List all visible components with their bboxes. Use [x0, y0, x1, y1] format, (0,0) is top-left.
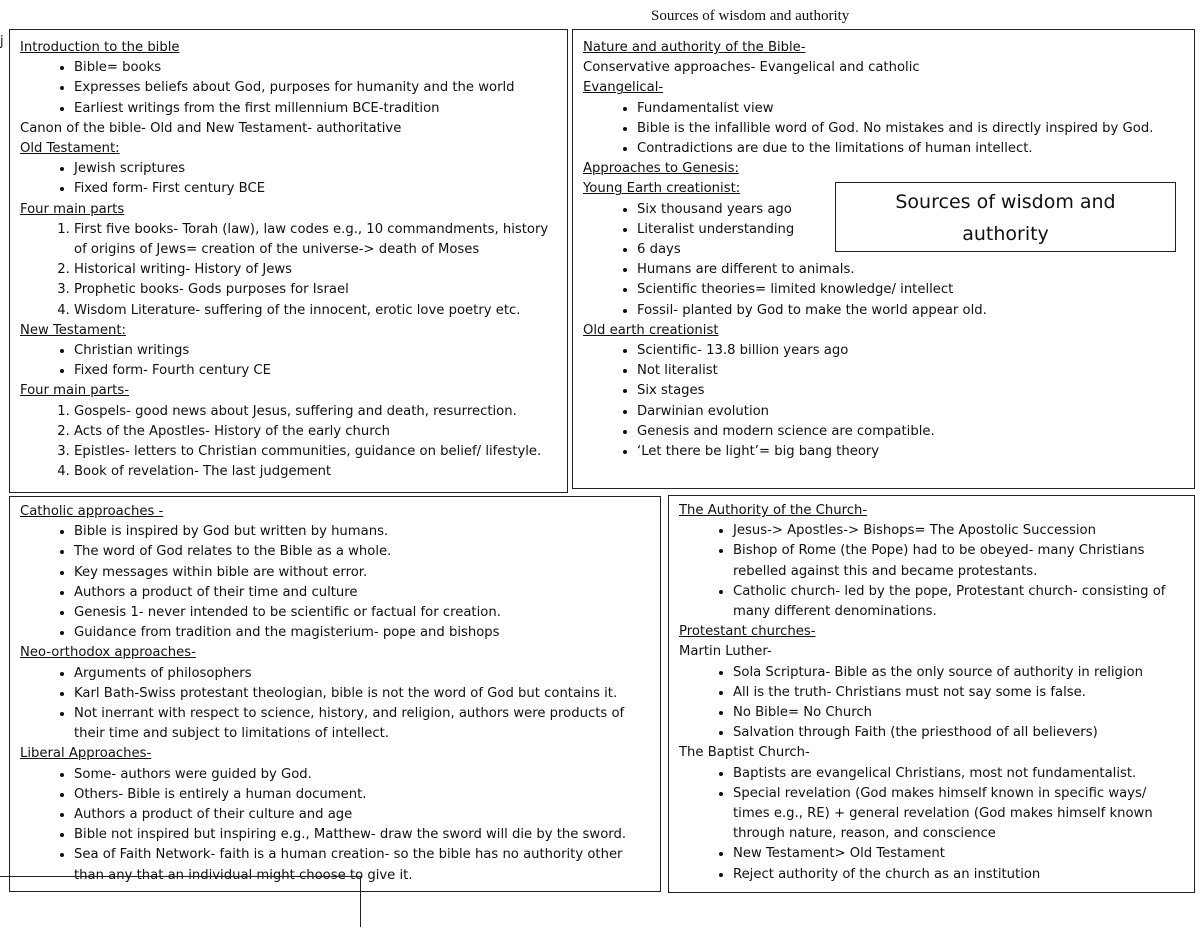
list-item: • Bible not inspired but inspiring e.g., Matthew- draw the sword will die by the sword.	[74, 825, 652, 845]
list-item: • Special revelation (God makes himself known in specific ways/ times e.g., RE) + general revelation (God makes himself known through nature, reason, and conscience	[733, 784, 1186, 845]
list-item: • No Bible= No Church	[733, 703, 1186, 723]
list-item: • Bible is the infallible word of God. No mistakes and is directly inspired by God.	[637, 119, 1186, 139]
young-earth-heading: Young Earth creationist:	[583, 181, 741, 197]
nt-list	[20, 341, 559, 381]
canon-text: Canon of the bible- Old and New Testament- authoritative	[20, 120, 402, 136]
list-item: • Fundamentalist view	[637, 99, 1186, 119]
list-item: • Sea of Faith Network- faith is a human creation- so the bible has no authority other than any that an individual might choose to give it.	[74, 845, 652, 885]
church-heading: The Authority of the Church-	[679, 503, 868, 518]
nature-box	[572, 29, 1195, 489]
list-item: • Authors a product of their culture and age	[74, 805, 652, 825]
list-item: • Earliest writings from the first millennium BCE-tradition	[74, 99, 559, 119]
conservative-text: Conservative approaches- Evangelical and catholic	[583, 60, 920, 76]
list-item: 4. Wisdom Literature- suffering of the innocent, erotic love poetry etc.	[74, 301, 559, 321]
genesis-heading: Approaches to Genesis:	[583, 161, 739, 177]
list-item: • Scientific theories= limited knowledge/ intellect	[637, 280, 1186, 300]
neo-orthodox-list	[20, 664, 652, 745]
intro-list	[20, 58, 559, 119]
list-item: 2. Acts of the Apostles- History of the early church	[74, 422, 559, 442]
luther-list	[679, 663, 1186, 744]
list-item: • The word of God relates to the Bible as a whole.	[74, 542, 652, 562]
nt-heading: New Testament:	[20, 322, 126, 338]
catholic-list	[20, 522, 652, 643]
list-item: • Catholic church- led by the pope, Protestant church- consisting of many different denominations.	[733, 582, 1186, 622]
title-callout	[835, 182, 1176, 252]
list-item: 1. Gospels- good news about Jesus, suffering and death, resurrection.	[74, 402, 559, 422]
intro-box	[9, 29, 568, 493]
list-item: • Some- authors were guided by God.	[74, 765, 652, 785]
evangelical-heading: Evangelical-	[583, 80, 664, 96]
list-item: • Bible= books	[74, 58, 559, 78]
church-box	[668, 495, 1195, 893]
list-item: • Fixed form- First century BCE	[74, 179, 559, 199]
list-item: • Key messages within bible are without error.	[74, 563, 652, 583]
page-title: Sources of wisdom and authority	[651, 8, 850, 24]
list-item: • Bishop of Rome (the Pope) had to be obeyed- many Christians rebelled against this and became protestants.	[733, 541, 1186, 581]
baptist-list	[679, 764, 1186, 885]
list-item: • Humans are different to animals.	[637, 260, 1186, 280]
ot-heading: Old Testament:	[20, 141, 120, 157]
ot-list	[20, 159, 559, 199]
list-item: • Arguments of philosophers	[74, 664, 652, 684]
list-item: • Fossil- planted by God to make the world appear old.	[637, 301, 1186, 321]
old-earth-heading: Old earth creationist	[583, 322, 719, 338]
list-item: • Sola Scriptura- Bible as the only source of authority in religion	[733, 663, 1186, 683]
list-item: • Jesus-> Apostles-> Bishops= The Apostolic Succession	[733, 521, 1186, 541]
list-item: • 6 days	[637, 240, 1186, 260]
list-item: • Karl Bath-Swiss protestant theologian, bible is not the word of God but contains it.	[74, 684, 652, 704]
list-item: • New Testament> Old Testament	[733, 844, 1186, 864]
list-item: • Not inerrant with respect to science, history, and religion, authors were products of their time and subject to limitations of intellect.	[74, 704, 652, 744]
list-item: • ‘Let there be light’= big bang theory	[637, 442, 1186, 462]
nature-heading: Nature and authority of the Bible-	[583, 40, 806, 55]
list-item: • Reject authority of the church as an institution	[733, 865, 1186, 885]
church-list	[679, 521, 1186, 622]
list-item: • Guidance from tradition and the magisterium- pope and bishops	[74, 623, 652, 643]
list-item: • Bible is inspired by God but written by humans.	[74, 522, 652, 542]
approaches-box	[9, 496, 661, 892]
list-item: • Jewish scriptures	[74, 159, 559, 179]
list-item: • Salvation through Faith (the priesthood of all believers)	[733, 723, 1186, 743]
list-item: • Fixed form- Fourth century CE	[74, 361, 559, 381]
evangelical-list	[583, 99, 1186, 160]
list-item: • Christian writings	[74, 341, 559, 361]
list-item: • Six stages	[637, 381, 1186, 401]
stray-mark: j	[0, 34, 4, 49]
list-item: • Expresses beliefs about God, purposes for humanity and the world	[74, 78, 559, 98]
ot-parts-list	[20, 220, 559, 321]
list-item: • All is the truth- Christians must not say some is false.	[733, 683, 1186, 703]
baptist-heading: The Baptist Church-	[679, 745, 810, 761]
neo-orthodox-heading: Neo-orthodox approaches-	[20, 645, 196, 661]
list-item: 2. Historical writing- History of Jews	[74, 260, 559, 280]
list-item: • Scientific- 13.8 billion years ago	[637, 341, 1186, 361]
old-earth-list	[583, 341, 1186, 462]
list-item: • Not literalist	[637, 361, 1186, 381]
callout-line-2: authority	[962, 223, 1049, 245]
list-item: 3. Prophetic books- Gods purposes for Israel	[74, 280, 559, 300]
list-item: 3. Epistles- letters to Christian communities, guidance on belief/ lifestyle.	[74, 442, 559, 462]
protestant-heading: Protestant churches-	[679, 624, 816, 640]
bottom-rule-vertical	[360, 876, 361, 927]
list-item: • Authors a product of their time and culture	[74, 583, 652, 603]
bottom-rule-horizontal	[0, 876, 361, 877]
callout-line-1: Sources of wisdom and	[895, 191, 1116, 213]
list-item: • Six thousand years ago	[637, 200, 1186, 220]
list-item: • Contradictions are due to the limitations of human intellect.	[637, 139, 1186, 159]
list-item: 1. First five books- Torah (law), law codes e.g., 10 commandments, history of origins of Jews= creation of the universe-> death of Moses	[74, 220, 559, 260]
liberal-list	[20, 765, 652, 886]
list-item: • Baptists are evangelical Christians, most not fundamentalist.	[733, 764, 1186, 784]
ot-parts-heading: Four main parts	[20, 201, 125, 217]
liberal-heading: Liberal Approaches-	[20, 746, 152, 762]
nt-parts-list	[20, 402, 559, 483]
list-item: 4. Book of revelation- The last judgement	[74, 462, 559, 482]
intro-heading: Introduction to the bible	[20, 40, 180, 55]
list-item: • Darwinian evolution	[637, 402, 1186, 422]
nt-parts-heading: Four main parts-	[20, 383, 129, 399]
luther-heading: Martin Luther-	[679, 644, 772, 660]
list-item: • Literalist understanding	[637, 220, 1186, 240]
catholic-heading: Catholic approaches -	[20, 504, 164, 519]
list-item: • Genesis and modern science are compatible.	[637, 422, 1186, 442]
list-item: • Genesis 1- never intended to be scientific or factual for creation.	[74, 603, 652, 623]
list-item: • Others- Bible is entirely a human document.	[74, 785, 652, 805]
